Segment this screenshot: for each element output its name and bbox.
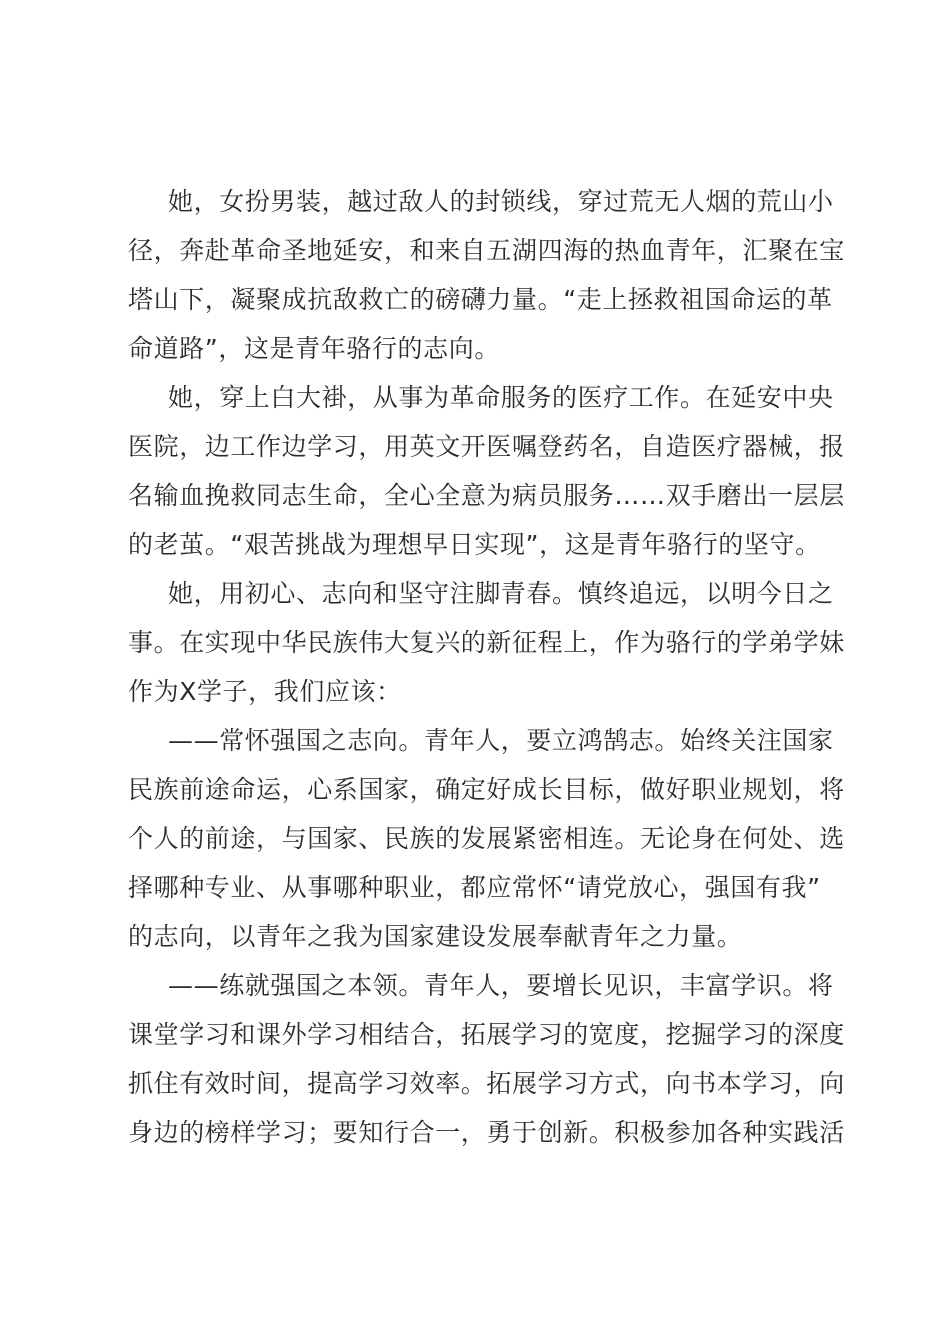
text-line: 她，用初心、志向和坚守注脚青春。慎终追远，以明今日之: [168, 579, 834, 608]
text-line: 的志向，以青年之我为国家建设发展奉献青年之力量。: [128, 922, 743, 951]
text-line: 抓住有效时间，提高学习效率。拓展学习方式，向书本学习，向: [128, 1069, 845, 1098]
text-line: 她，穿上白大褂，从事为革命服务的医疗工作。在延安中央: [168, 383, 834, 412]
text-line: 她，女扮男装，越过敌人的封锁线，穿过荒无人烟的荒山小: [168, 187, 834, 216]
text-line: ——练就强国之本领。青年人，要增长见识，丰富学识。将: [168, 971, 834, 1000]
text-line: 医院，边工作边学习，用英文开医嘱登药名，自造医疗器械，报: [128, 432, 845, 461]
text-line: ——常怀强国之志向。青年人，要立鸿鹄志。始终关注国家: [168, 726, 834, 755]
text-line: 课堂学习和课外学习相结合，拓展学习的宽度，挖掘学习的深度: [128, 1020, 845, 1049]
text-line: 塔山下，凝聚成抗敌救亡的磅礴力量。“走上拯救祖国命运的革: [128, 285, 833, 314]
text-line: 事。在实现中华民族伟大复兴的新征程上，作为骆行的学弟学妹: [128, 628, 845, 657]
text-line: 个人的前途，与国家、民族的发展紧密相连。无论身在何处、选: [128, 824, 845, 853]
text-line: 民族前途命运，心系国家，确定好成长目标，做好职业规划，将: [128, 775, 845, 804]
text-line: 择哪种专业、从事哪种职业，都应常怀“请党放心，强国有我”: [128, 873, 821, 902]
text-line: 的老茧。“艰苦挑战为理想早日实现”，这是青年骆行的坚守。: [128, 530, 821, 559]
text-line: 身边的榜样学习；要知行合一，勇于创新。积极参加各种实践活: [128, 1118, 845, 1147]
text-line: 名输血挽救同志生命，全心全意为病员服务……双手磨出一层层: [128, 481, 845, 510]
text-line: 作为X学子，我们应该：: [128, 677, 402, 706]
text-line: 径，奔赴革命圣地延安，和来自五湖四海的热血青年，汇聚在宝: [128, 236, 845, 265]
text-line: 命道路”，这是青年骆行的志向。: [128, 334, 500, 363]
